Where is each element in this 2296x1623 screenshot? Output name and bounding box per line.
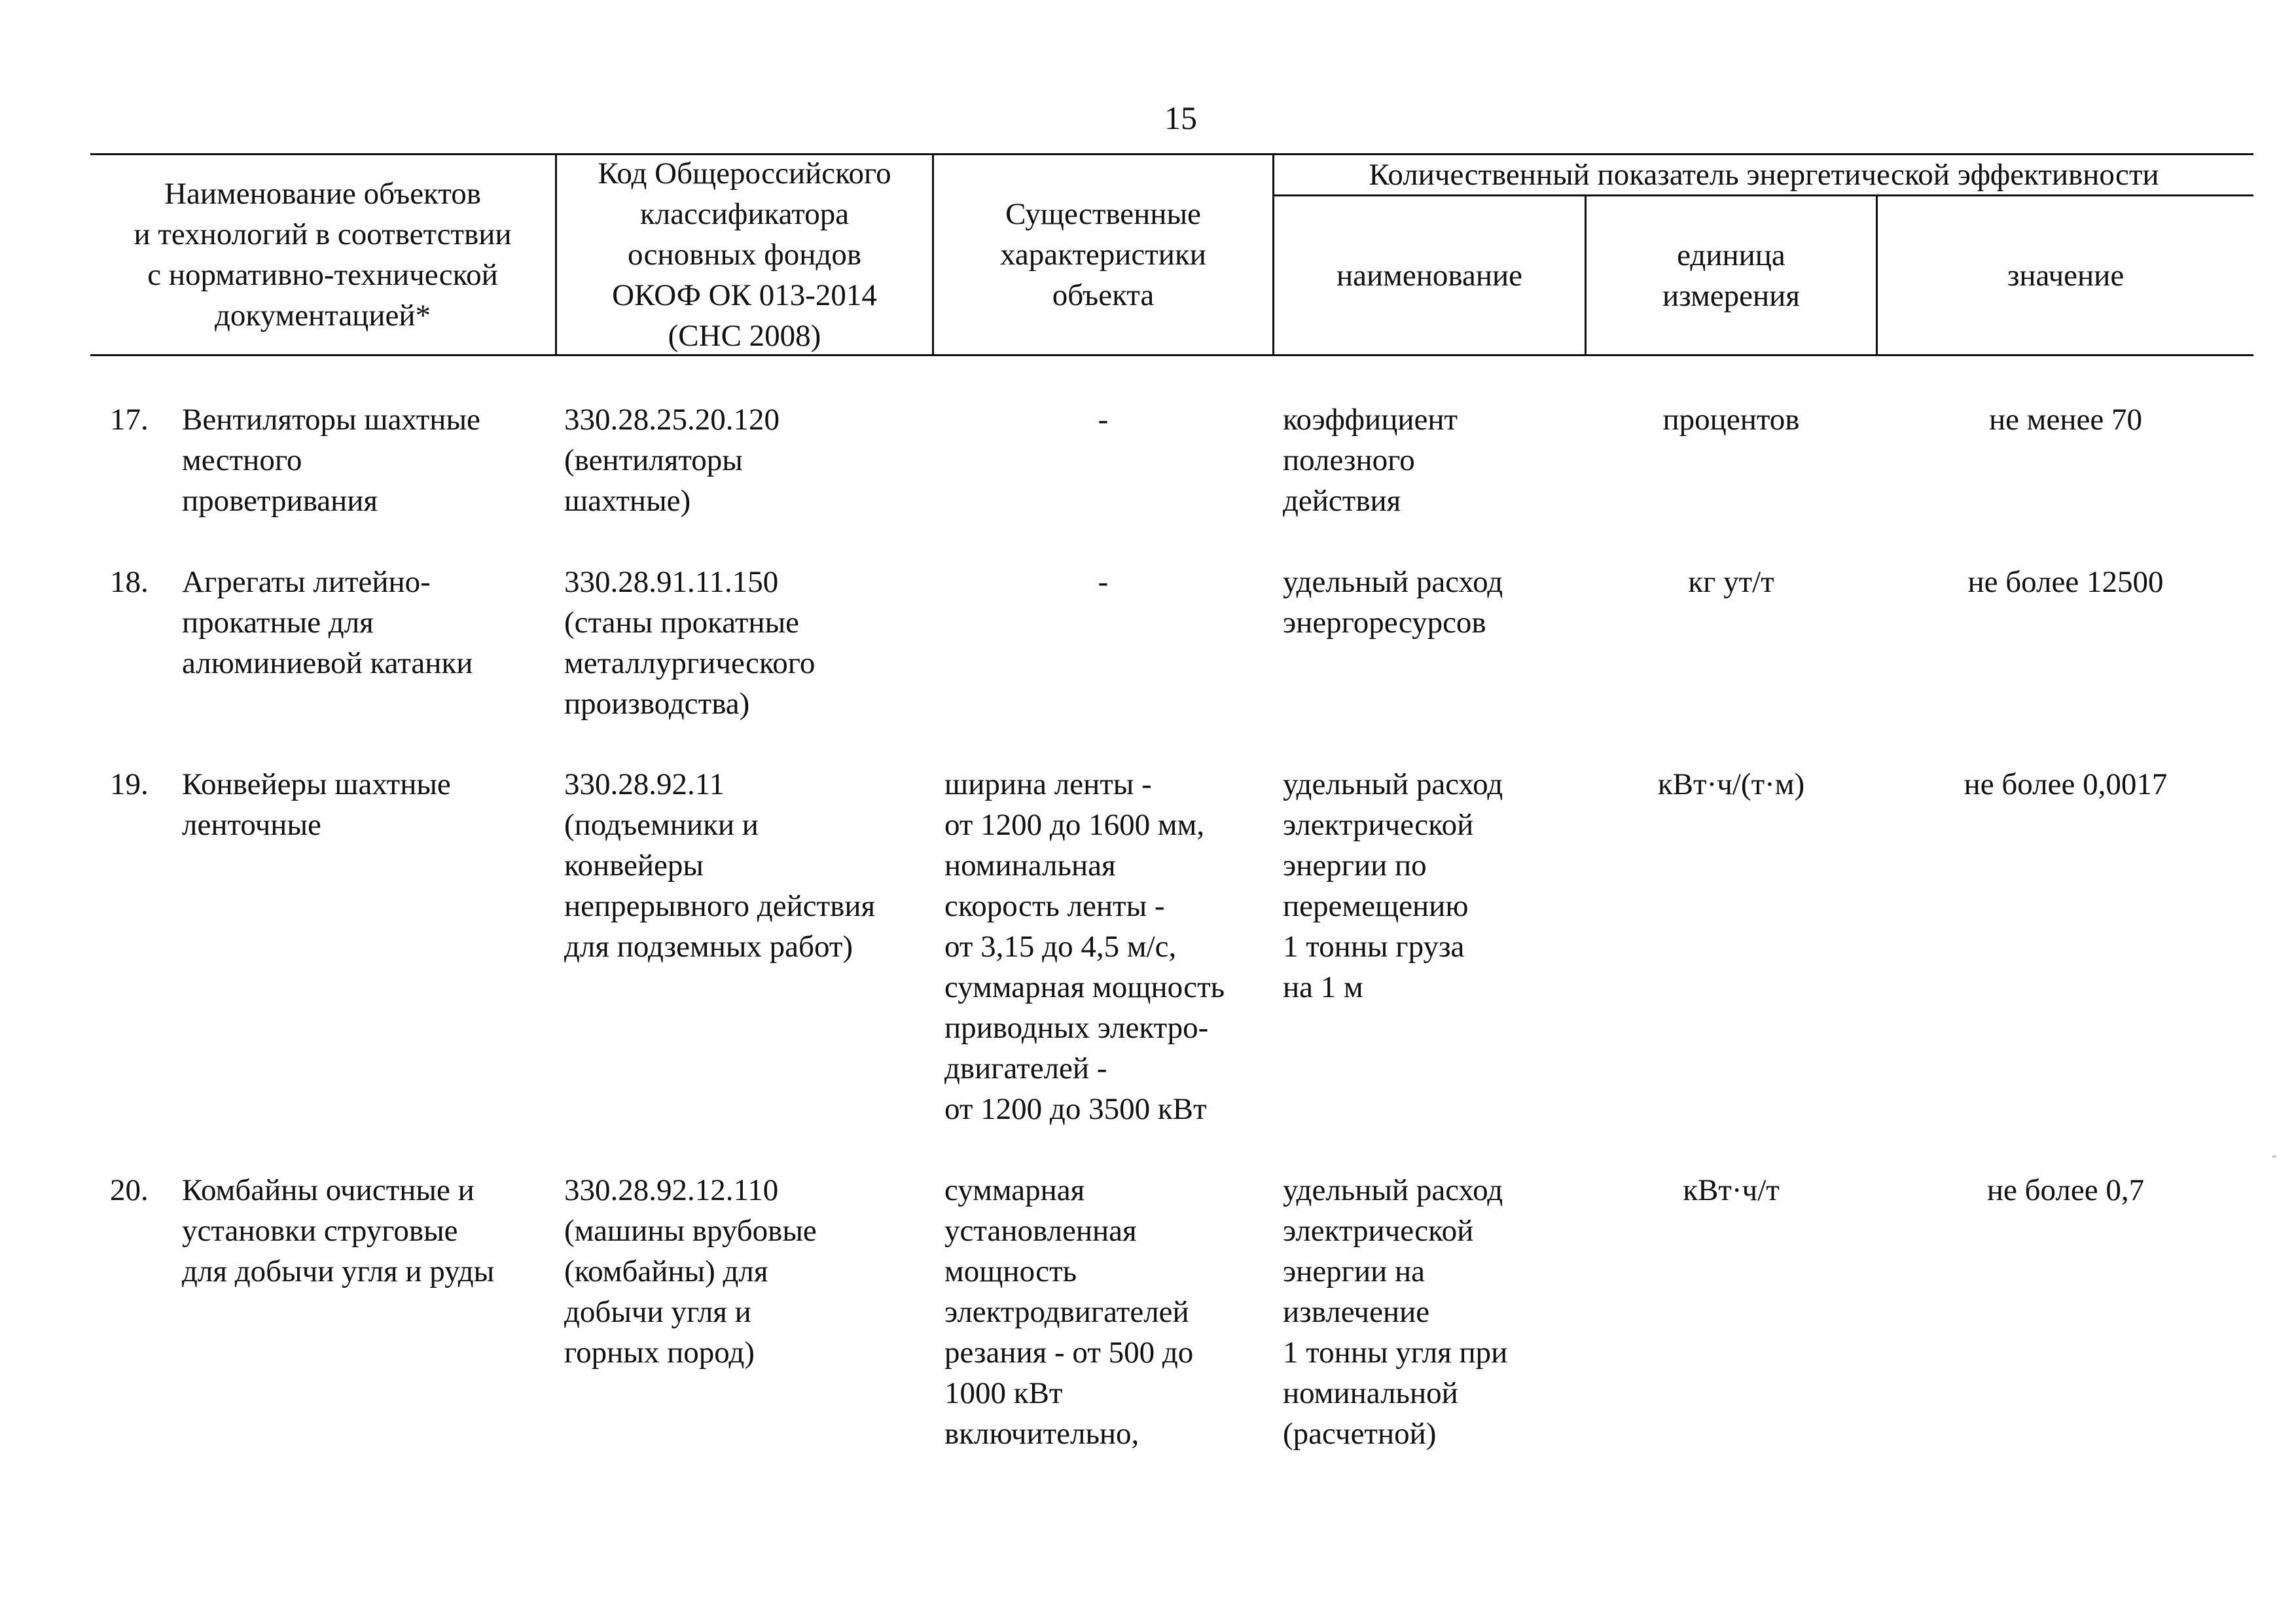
row-19-code: 330.28.92.11 (подъемники и конвейеры непрерывного действия для подземных работ) — [564, 767, 876, 964]
row-17-value: не менее 70 — [1989, 403, 2142, 437]
header-okof-code: Код Общероссийского классификатора основных фондов ОКОФ ОК 013-2014 (СНС 2008) — [598, 156, 891, 353]
row-19-number: 19. — [110, 767, 149, 801]
row-19-unit: кВт·ч/(т·м) — [1657, 767, 1805, 801]
page-number: 15 — [1164, 100, 1197, 136]
row-18-value: не более 12500 — [1967, 565, 2164, 599]
row-19-name: Конвейеры шахтные ленточные — [182, 767, 451, 842]
row-19-value: не более 0,0017 — [1964, 767, 2168, 801]
header-indicator-group: Количественный показатель энергетической эффективности — [1369, 158, 2159, 192]
row-17-indicator: коэффициент полезного действия — [1283, 403, 1458, 518]
header-object-name: Наименование объектов и технологий в соответствии с нормативно-технической документацией* — [134, 177, 512, 333]
row-20-characteristics: суммарная установленная мощность электродвигателей резания - от 500 до 1000 кВт включительно, — [944, 1173, 1194, 1451]
row-18-name: Агрегаты литейно- прокатные для алюминиевой катанки — [182, 565, 473, 680]
row-20-unit: кВт·ч/т — [1683, 1173, 1780, 1207]
row-20-name: Комбайны очистные и установки струговые для добычи угля и руды — [182, 1173, 495, 1288]
header-bottom-rule — [90, 354, 2253, 356]
row-18-indicator: удельный расход энергоресурсов — [1283, 565, 1503, 640]
scan-speck — [2272, 1156, 2276, 1158]
row-17-characteristics: - — [1098, 403, 1109, 437]
row-18-characteristics: - — [1098, 565, 1109, 599]
row-18-number: 18. — [110, 565, 149, 599]
row-18-code: 330.28.91.11.150 (станы прокатные металлургического производства) — [564, 565, 816, 721]
header-indicator-name: наименование — [1336, 258, 1523, 293]
header-characteristics: Существенные характеристики объекта — [1000, 197, 1206, 312]
row-20-value: не более 0,7 — [1986, 1173, 2145, 1207]
row-17-name: Вентиляторы шахтные местного проветривания — [182, 403, 480, 518]
row-17-unit: процентов — [1662, 403, 1800, 437]
row-20-code: 330.28.92.12.110 (машины врубовые (комбайны) для добычи угля и горных пород) — [564, 1173, 817, 1370]
header-indicator-value: значение — [2007, 258, 2125, 293]
row-17-code: 330.28.25.20.120 (вентиляторы шахтные) — [564, 403, 780, 518]
row-19-characteristics: ширина ленты - от 1200 до 1600 мм, номинальная скорость ленты - от 3,15 до 4,5 м/с, суммарная мощность приводных электро- двигателей - от 1200 до 3500 кВт — [944, 767, 1225, 1126]
row-20-number: 20. — [110, 1173, 149, 1207]
header-indicator-unit: единица измерения — [1662, 238, 1800, 313]
row-17-number: 17. — [110, 403, 149, 437]
row-19-indicator: удельный расход электрической энергии по перемещению 1 тонны груза на 1 м — [1283, 767, 1503, 1004]
row-20-indicator: удельный расход электрической энергии на извлечение 1 тонны угля при номинальной (расчетной) — [1283, 1173, 1508, 1451]
row-18-unit: кг ут/т — [1688, 565, 1774, 599]
